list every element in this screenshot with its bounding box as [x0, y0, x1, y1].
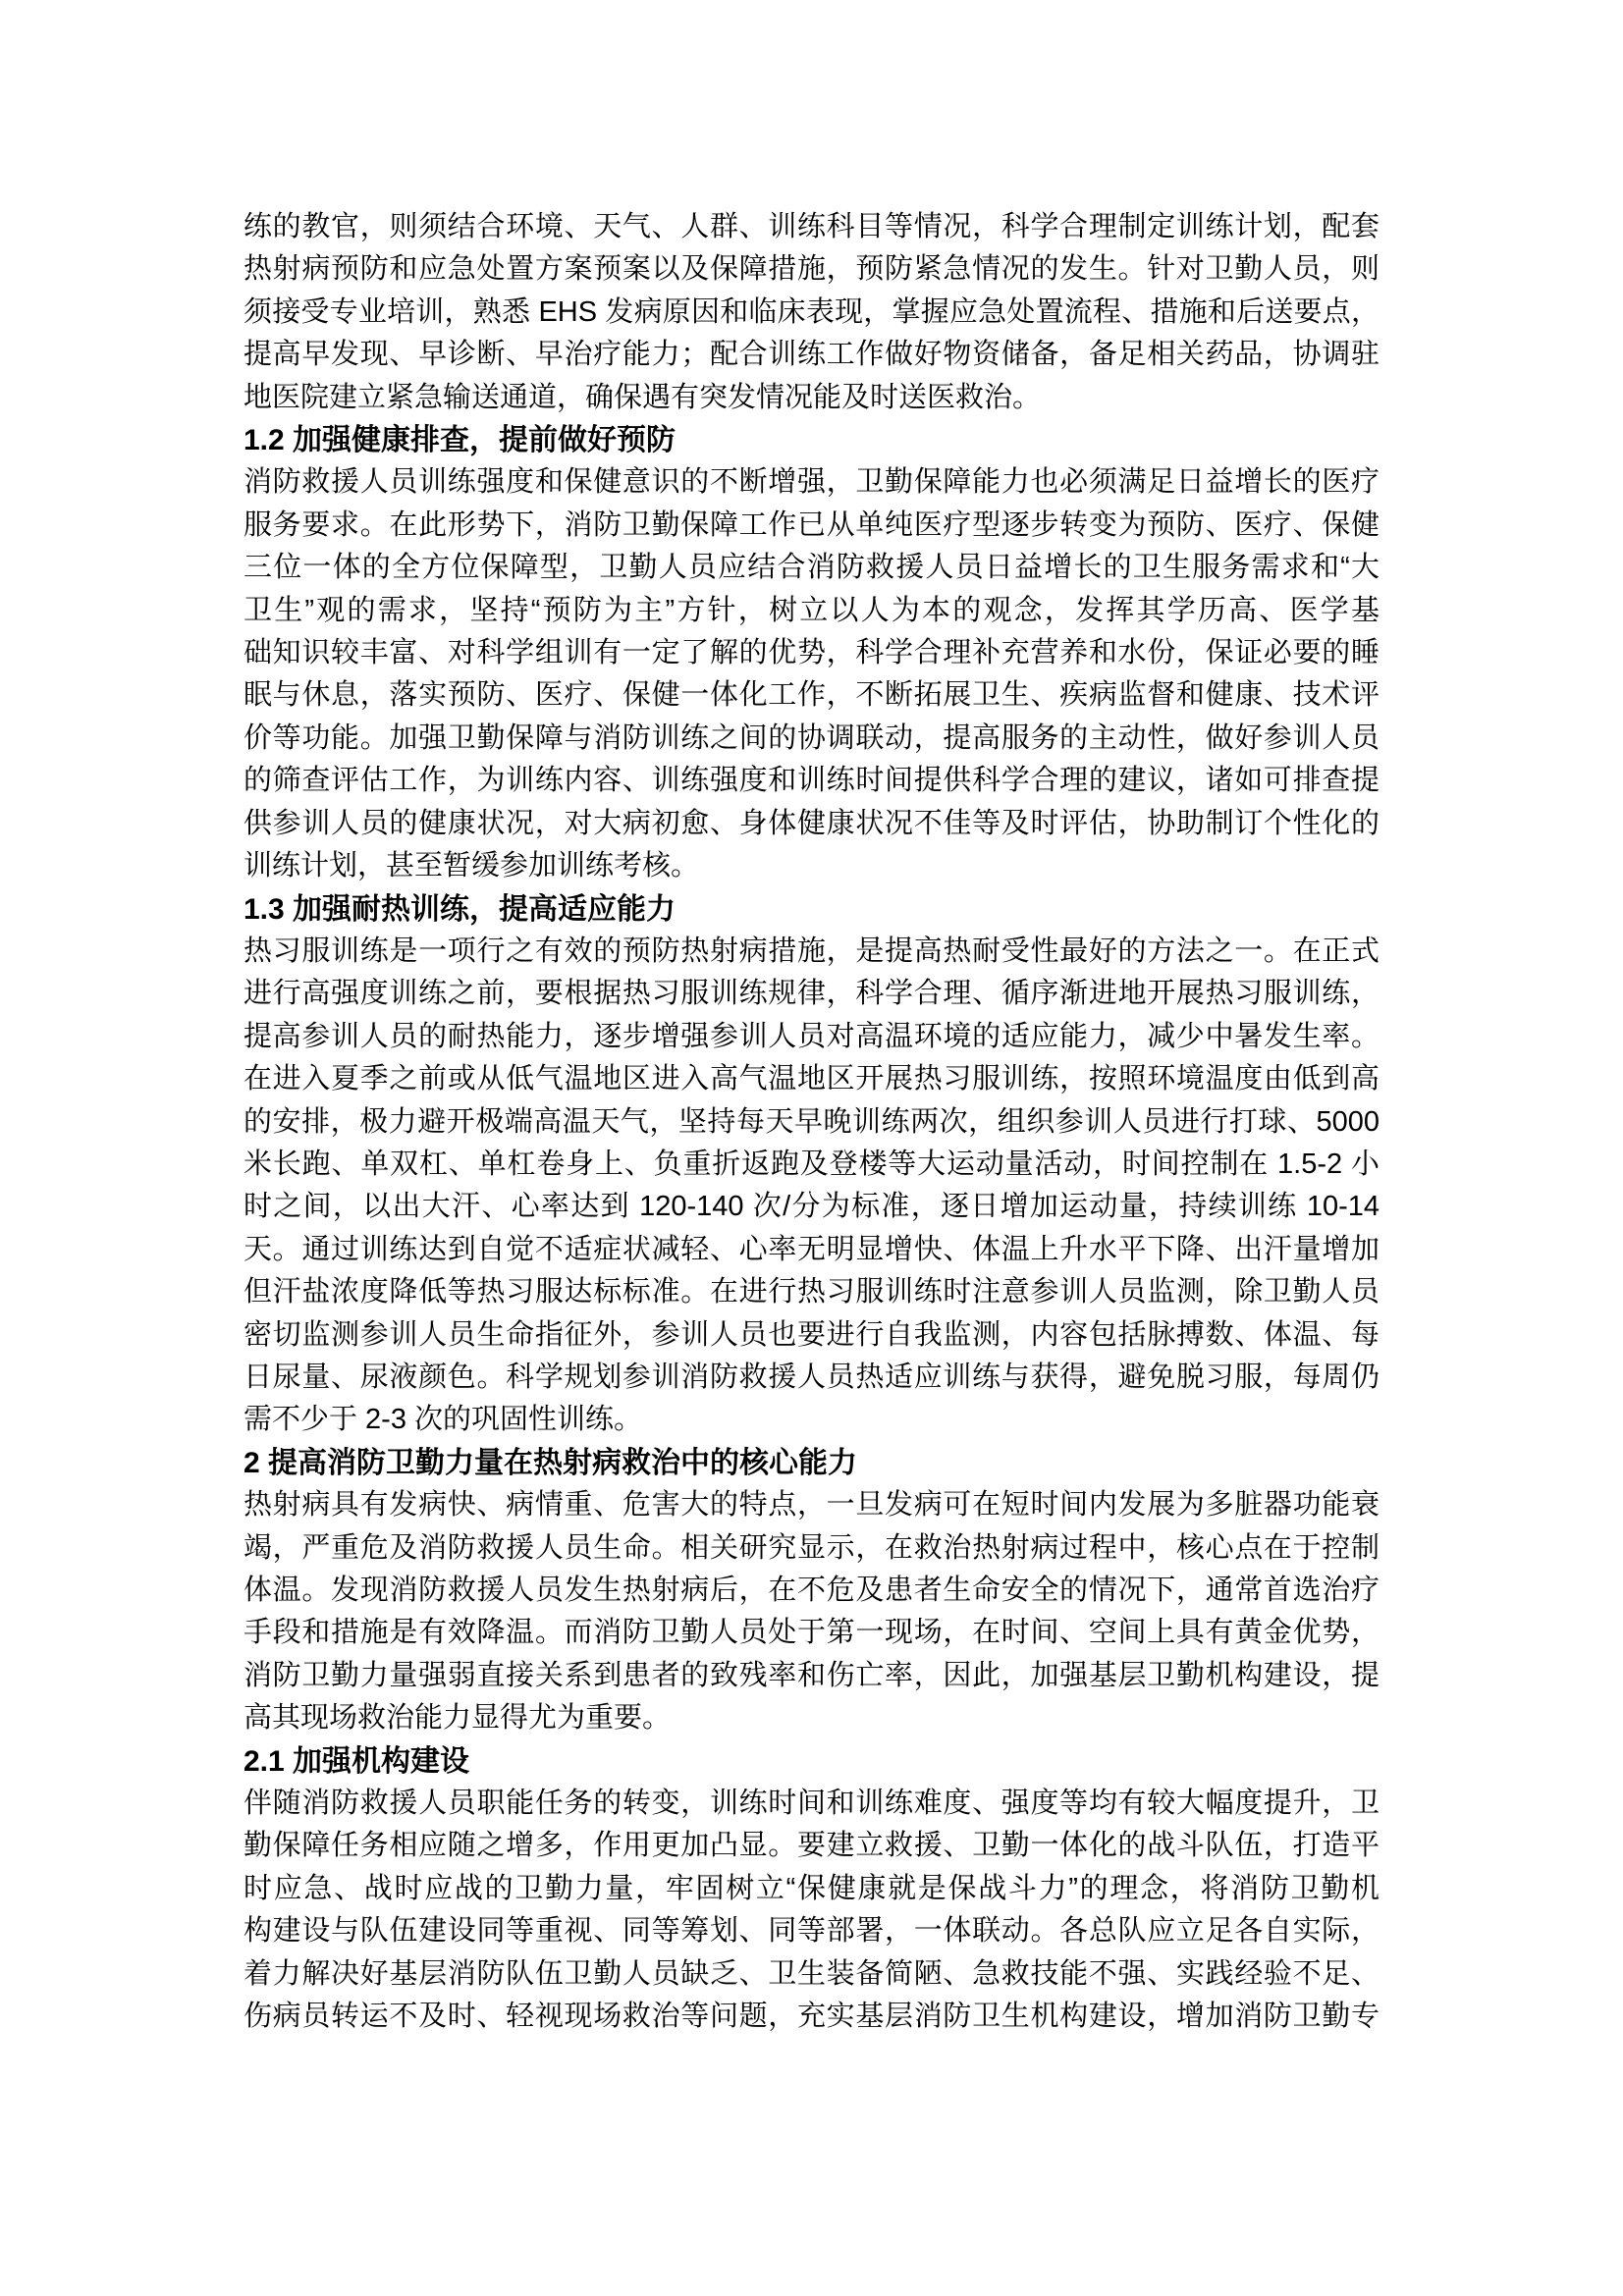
paragraph-line: 的安排，极力避开极端高温天气，坚持每天早晚训练两次，组织参训人员进行打球、5000 [243, 1105, 1380, 1138]
paragraph-line: 天。通过训练达到自觉不适症状减轻、心率无明显增快、体温上升水平下降、出汗量增加 [243, 1233, 1380, 1265]
paragraph-line: 热习服训练是一项行之有效的预防热射病措施，是提高热耐受性最好的方法之一。在正式 [243, 934, 1380, 967]
paragraph-line: 勤保障任务相应随之增多，作用更加凸显。要建立救援、卫勤一体化的战斗队伍，打造平 [243, 1830, 1380, 1862]
paragraph-line: 眠与休息，落实预防、医疗、保健一体化工作，不断拓展卫生、疾病监督和健康、技术评 [243, 679, 1380, 712]
paragraph-line: 在进入夏季之前或从低气温地区进入高气温地区开展热习服训练，按照环境温度由低到高 [243, 1063, 1380, 1095]
paragraph-line: 训练计划，甚至暂缓参加训练考核。 [243, 850, 700, 882]
paragraph-line: 消防救援人员训练强度和保健意识的不断增强，卫勤保障能力也必须满足日益增长的医疗 [243, 466, 1380, 499]
paragraph-line: 地医院建立紧急输送通道，确保遇有突发情况能及时送医救治。 [243, 381, 1042, 413]
paragraph-line: 热射病具有发病快、病情重、危害大的特点，一旦发病可在短时间内发展为多脏器功能衰 [243, 1489, 1380, 1522]
paragraph-line: 密切监测参训人员生命指征外，参训人员也要进行自我监测，内容包括脉搏数、体温、每 [243, 1318, 1380, 1351]
paragraph-line: 三位一体的全方位保障型，卫勤人员应结合消防救援人员日益增长的卫生服务需求和“大 [243, 552, 1380, 584]
paragraph-line: 高其现场救治能力显得尤为重要。 [243, 1702, 672, 1735]
section-heading: 1.3 加强耐热训练，提高适应能力 [243, 892, 676, 926]
paragraph-line: 时应急、战时应战的卫勤力量，牢固树立“保健康就是保战斗力”的理念，将消防卫勤机 [243, 1872, 1380, 1904]
paragraph-line: 日尿量、尿液颜色。科学规划参训消防救援人员热适应训练与获得，避免脱习服，每周仍 [243, 1361, 1380, 1393]
section-heading: 1.2 加强健康排查，提前做好预防 [243, 424, 676, 457]
paragraph-line: 伴随消防救援人员职能任务的转变，训练时间和训练难度、强度等均有较大幅度提升，卫 [243, 1788, 1380, 1820]
section-heading: 2.1 加强机构建设 [243, 1744, 470, 1778]
paragraph-line: 须接受专业培训，熟悉 EHS 发病原因和临床表现，掌握应急处置流程、措施和后送要点， [243, 295, 1380, 328]
paragraph-line: 进行高强度训练之前，要根据热习服训练规律，科学合理、循序渐进地开展热习服训练， [243, 978, 1380, 1010]
paragraph-line: 础知识较丰富、对科学组训有一定了解的优势，科学合理补充营养和水份，保证必要的睡 [243, 637, 1380, 669]
paragraph-line: 消防卫勤力量强弱直接关系到患者的致残率和伤亡率，因此，加强基层卫勤机构建设，提 [243, 1659, 1380, 1691]
paragraph-line: 需不少于 2-3 次的巩固性训练。 [243, 1404, 643, 1436]
paragraph-line: 的筛查评估工作，为训练内容、训练强度和训练时间提供科学合理的建议，诸如可排查提 [243, 765, 1380, 797]
paragraph-line: 提高参训人员的耐热能力，逐步增强参训人员对高温环境的适应能力，减少中暑发生率。 [243, 1020, 1380, 1052]
document-content [243, 206, 1380, 2038]
paragraph-line: 体温。发现消防救援人员发生热射病后，在不危及患者生命安全的情况下，通常首选治疗 [243, 1575, 1380, 1606]
paragraph-line: 卫生”观的需求，坚持“预防为主”方针，树立以人为本的观念，发挥其学历高、医学基 [243, 594, 1380, 626]
paragraph-line: 手段和措施是有效降温。而消防卫勤人员处于第一现场，在时间、空间上具有黄金优势， [243, 1617, 1380, 1649]
paragraph-line: 时之间，以出大汗、心率达到 120-140 次/分为标准，逐日增加运动量，持续训练 10-14 [243, 1191, 1380, 1223]
paragraph-line: 着力解决好基层消防队伍卫勤人员缺乏、卫生装备简陋、急救技能不强、实践经验不足、 [243, 1957, 1380, 1990]
paragraph-line: 竭，严重危及消防救援人员生命。相关研究显示，在救治热射病过程中，核心点在于控制 [243, 1531, 1380, 1564]
paragraph-line: 价等功能。加强卫勤保障与消防训练之间的协调联动，提高服务的主动性，做好参训人员 [243, 721, 1380, 754]
section-heading: 2 提高消防卫勤力量在热射病救治中的核心能力 [243, 1446, 858, 1479]
paragraph-line: 热射病预防和应急处置方案预案以及保障措施，预防紧急情况的发生。针对卫勤人员，则 [243, 253, 1380, 286]
paragraph-line: 服务要求。在此形势下，消防卫勤保障工作已从单纯医疗型逐步转变为预防、医疗、保健 [243, 508, 1380, 541]
paragraph-line: 构建设与队伍建设同等重视、同等筹划、同等部署，一体联动。各总队应立足各自实际， [243, 1915, 1380, 1948]
paragraph-line: 供参训人员的健康状况，对大病初愈、身体健康状况不佳等及时评估，协助制订个性化的 [243, 807, 1380, 839]
paragraph-line: 伤病员转运不及时、轻视现场救治等问题，充实基层消防卫生机构建设，增加消防卫勤专 [243, 2001, 1380, 2033]
paragraph-line: 米长跑、单双杠、单杠卷身上、负重折返跑及登楼等大运动量活动，时间控制在 1.5-2 小 [243, 1148, 1380, 1180]
paragraph-line: 但汗盐浓度降低等热习服达标标准。在进行热习服训练时注意参训人员监测，除卫勤人员 [243, 1276, 1380, 1308]
paragraph-line: 练的教官，则须结合环境、天气、人群、训练科目等情况，科学合理制定训练计划，配套 [243, 211, 1380, 242]
paragraph-line: 提高早发现、早诊断、早治疗能力；配合训练工作做好物资储备，备足相关药品，协调驻 [243, 339, 1380, 371]
